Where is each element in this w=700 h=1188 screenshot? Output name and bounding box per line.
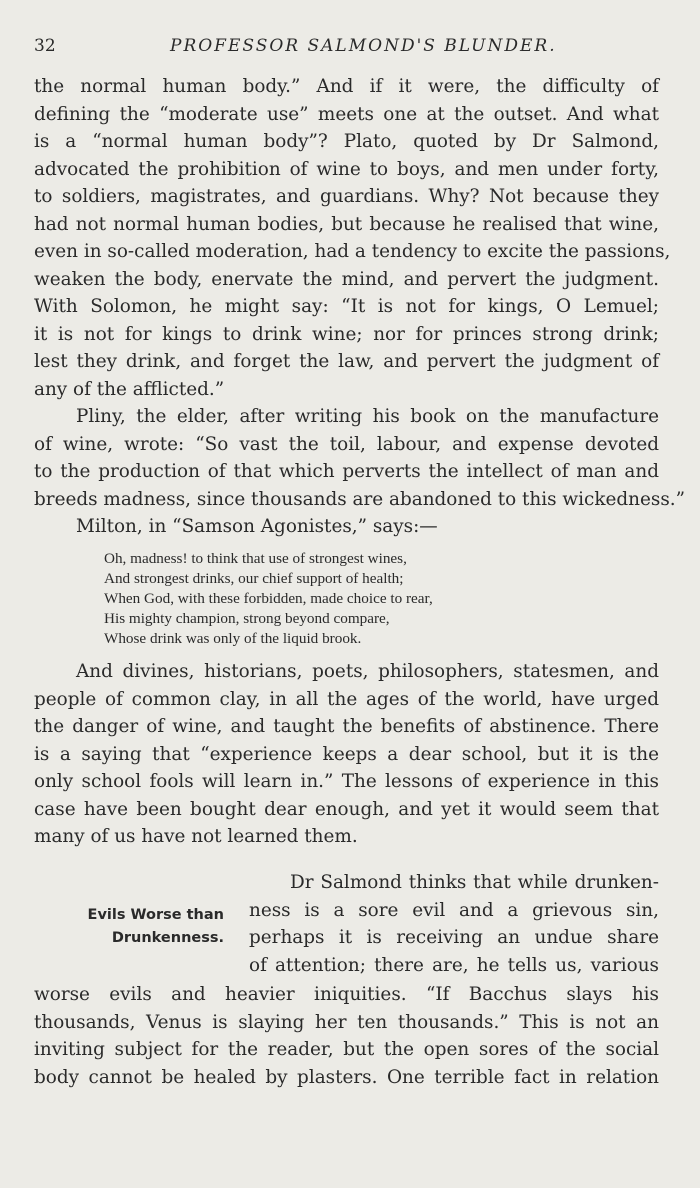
text-line: case have been bought dear enough, and yet it would seem that (34, 799, 659, 820)
text-line: thousands, Venus is slaying her ten thousands.” This is not an (34, 1012, 659, 1033)
text-line: weaken the body, enervate the mind, and pervert the judgment. (34, 269, 659, 290)
text-line: breeds madness, since thousands are abandoned to this wickedness.” (34, 489, 686, 510)
text-line: to the production of that which perverts the intellect of man and (34, 461, 659, 482)
text-line: many of us have not learned them. (34, 826, 358, 847)
text-line: advocated the prohibition of wine to boys, and men under forty, (34, 159, 659, 180)
milton-intro: Milton, in “Samson Agonistes,” says:— (76, 516, 438, 537)
text-line: is a “normal human body”? Plato, quoted by Dr Salmond, (34, 131, 659, 152)
verse-line: Whose drink was only of the liquid brook. (104, 630, 362, 647)
text-line: to soldiers, magistrates, and guardians. Why? Not because they (34, 186, 659, 207)
verse-line: And strongest drinks, our chief support of health; (104, 570, 404, 587)
text-line: had not normal human bodies, but because he realised that wine, (34, 214, 659, 235)
page-number: 32 (34, 36, 56, 56)
text-line: Dr Salmond thinks that while drunken- (290, 872, 659, 893)
verse-line: His mighty champion, strong beyond compare, (104, 610, 390, 627)
verse-line: When God, with these forbidden, made choice to rear, (104, 590, 433, 607)
text-line: defining the “moderate use” meets one at the outset. And what (34, 104, 659, 125)
text-line: worse evils and heavier iniquities. “If Bacchus slays his (34, 984, 659, 1005)
text-line: any of the afflicted.” (34, 379, 225, 400)
text-line: perhaps it is receiving an undue share (249, 927, 659, 948)
text-line: of attention; there are, he tells us, various (249, 955, 659, 976)
text-line: With Solomon, he might say: “It is not for kings, O Lemuel; (34, 296, 659, 317)
text-line: even in so-called moderation, had a tendency to excite the passions, (34, 241, 671, 262)
sidenote-line: Evils Worse than (87, 907, 224, 923)
text-line: Pliny, the elder, after writing his book on the manufacture (76, 406, 659, 427)
verse-line: Oh, madness! to think that use of strongest wines, (104, 550, 407, 567)
text-line: And divines, historians, poets, philosophers, statesmen, and (76, 661, 659, 682)
text-line: people of common clay, in all the ages of the world, have urged (34, 689, 659, 710)
text-line: the normal human body.” And if it were, the difficulty of (34, 76, 659, 97)
sidenote-line: Drunkenness. (111, 930, 224, 946)
text-line: is a saying that “experience keeps a dear school, but it is the (34, 744, 659, 765)
page-header (0, 36, 700, 60)
text-line: lest they drink, and forget the law, and pervert the judgment of (34, 351, 659, 372)
text-line: only school fools will learn in.” The lessons of experience in this (34, 771, 659, 792)
text-line: the danger of wine, and taught the benefits of abstinence. There (34, 716, 659, 737)
text-line: it is not for kings to drink wine; nor for princes strong drink; (34, 324, 659, 345)
text-line: inviting subject for the reader, but the open sores of the social (34, 1039, 659, 1060)
running-title: PROFESSOR SALMOND'S BLUNDER. (170, 36, 557, 56)
text-line: ness is a sore evil and a grievous sin, (249, 900, 659, 921)
text-line: of wine, wrote: “So vast the toil, labour, and expense devoted (34, 434, 659, 455)
text-line: body cannot be healed by plasters. One terrible fact in relation (34, 1067, 659, 1088)
